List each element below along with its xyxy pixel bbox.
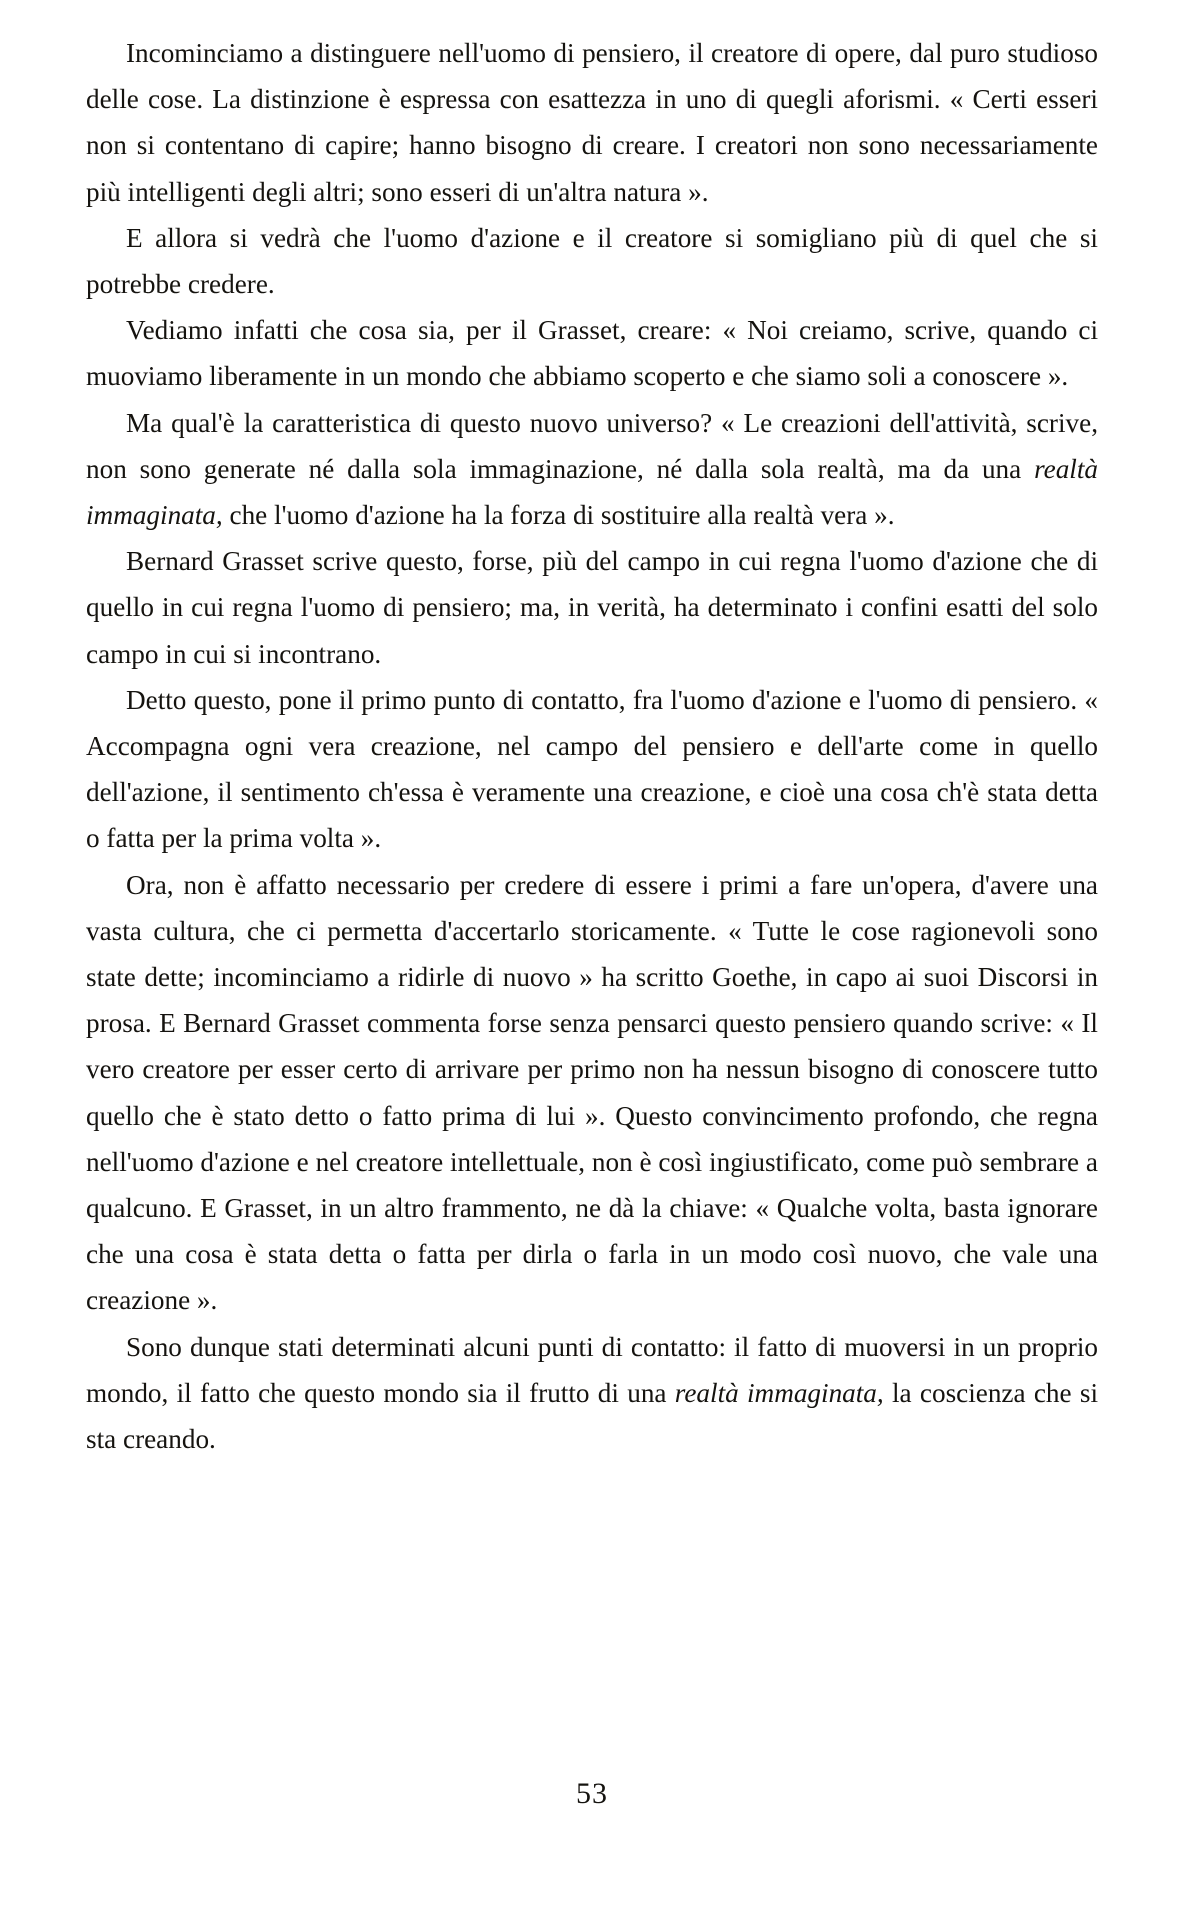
page-number: 53 — [576, 1777, 608, 1810]
paragraph-7: Ora, non è affatto necessario per credere di essere i primi a fare un'opera, d'avere una vasta cultura, che ci permetta d'accertarlo storicamente. « Tutte le cose ragionevoli sono state dette; incominciamo a ridirle di nuovo » ha scritto Goethe, in capo ai suoi Discorsi in prosa. E Bernard Grasset commenta forse senza pensarci questo pensiero quando scrive: « Il vero creatore per esser certo di arrivare per primo non ha nessun bisogno di conoscere tutto quello che è stato detto o fatto prima di lui ». Questo convincimento profondo, che regna nell'uomo d'azione e nel creatore intellettuale, non è così ingiustificato, come può sembrare a qualcuno. E Grasset, in un altro frammento, ne dà la chiave: « Qualche volta, basta ignorare che una cosa è stata detta o fatta per dirla o farla in un modo così nuovo, che vale una creazione ». — [86, 869, 1098, 1316]
paragraph-5: Bernard Grasset scrive questo, forse, più del campo in cui regna l'uomo d'azione che di quello in cui regna l'uomo di pensiero; ma, in verità, ha determinato i confini esatti del solo campo in cui si incontrano. — [86, 546, 1098, 669]
paragraph-3: Vediamo infatti che cosa sia, per il Grasset, creare: « Noi creiamo, scrive, quando ci muoviamo liberamente in un mondo che abbiamo scoperto e che siamo soli a conoscere ». — [86, 315, 1098, 392]
paragraph-1: Incominciamo a distinguere nell'uomo di pensiero, il creatore di opere, dal puro studioso delle cose. La distinzione è espressa con esattezza in uno di quegli aforismi. « Certi esseri non si contentano di capire; hanno bisogno di creare. I creatori non sono necessariamente più intelligenti degli altri; sono esseri di un'altra natura ». — [86, 38, 1098, 207]
italic-phrase: realtà immaginata, — [674, 1377, 884, 1408]
paragraph-8: Sono dunque stati determinati alcuni punti di contatto: il fatto di muoversi in un proprio mondo, il fatto che questo mondo sia il frutto di una realtà immaginata, la coscienza che si sta creando. — [86, 1331, 1098, 1455]
paragraph-6: Detto questo, pone il primo punto di contatto, fra l'uomo d'azione e l'uomo di pensiero. « Accompagna ogni vera creazione, nel campo del pensiero e dell'arte come in quello dell'azione, il sentimento ch'essa è veramente una creazione, e cioè una cosa ch'è stata detta o fatta per la prima volta ». — [86, 684, 1098, 854]
paragraph-2: E allora si vedrà che l'uomo d'azione e il creatore si somigliano più di quel che si potrebbe credere. — [86, 222, 1098, 300]
paragraph-4: Ma qual'è la caratteristica di questo nuovo universo? « Le creazioni dell'attività, scrive, non sono generate né dalla sola immaginazione, né dalla sola realtà, ma da una realtà immaginata, che l'uomo d'azione ha la forza di sostituire alla realtà vera ». — [86, 407, 1098, 531]
page-body — [86, 30, 1098, 1462]
italic-phrase: realtà immaginata, — [86, 453, 1098, 531]
